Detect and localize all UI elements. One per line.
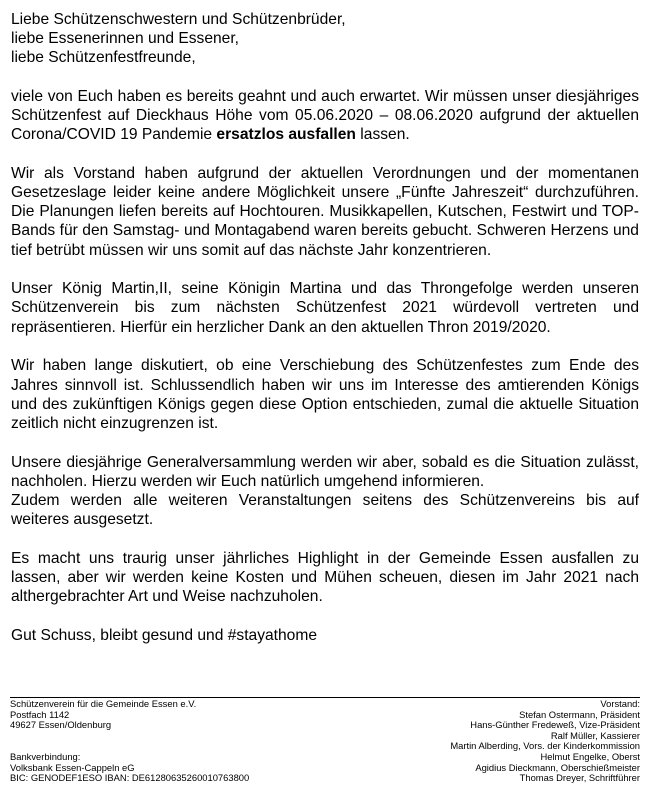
closing-line: Gut Schuss, bleibt gesund und #stayathome: [11, 627, 318, 645]
paragraph-highlight: Es macht uns traurig unser jährliches Highlight in der Gemeinde Essen ausfallen zu lassen, aber wir werden keine Kosten und Mühen scheuen, diesen im Jahr 2021 nach althergebrachter Art und Weise nachzuholen.: [11, 549, 639, 606]
footer-board-line: Stefan Ostermann, Präsident: [519, 708, 640, 720]
footer-board-line: Agidius Dieckmann, Oberschießmeister: [475, 761, 640, 773]
salutation-line: liebe Essenerinnen und Essener,: [11, 30, 239, 48]
emphasis-text: ersatzlos ausfallen: [216, 126, 356, 144]
paragraph-text: viele von Euch haben es bereits geahnt und auch erwartet. Wir müssen unser diesjähriges Schützenfest auf Dieckhaus Höhe vom 05.06.2020 – 08.06.2020 aufgrund der aktuellen Corona/COVID 19 Pandemie: [11, 87, 639, 144]
footer-board-line: Vorstand:: [600, 698, 640, 709]
paragraph-text: Unsere diesjährige Generalversammlung werden wir aber, sobald es die Situation zulässt, nachholen. Hierzu werden wir Euch natürlich umgehend informieren.: [11, 453, 639, 490]
footer-address-line: 49627 Essen/Oldenburg: [10, 719, 112, 731]
footer-address-line: Postfach 1142: [10, 708, 70, 720]
salutation-line: Liebe Schützenschwestern und Schützenbrüder,: [11, 11, 346, 28]
footer-board-line: Thomas Dreyer, Schriftführer: [519, 772, 640, 784]
footer-bank-line: Bankverbindung:: [10, 750, 81, 762]
paragraph-postponement: Wir haben lange diskutiert, ob eine Verschiebung des Schützenfestes zum Ende des Jahres sinnvoll ist. Schlussendlich haben wir uns im Interesse des amtierenden Königs und des zukünftigen Königs gegen diese Option entschieden, zumal die aktuelle Situation zeitlich nicht einzugrenzen ist.: [11, 357, 639, 432]
footer-board: [310, 699, 640, 784]
paragraph-board-statement: Wir als Vorstand haben aufgrund der aktuellen Verordnungen und der momentanen Gesetzeslage leider keine andere Möglichkeit unsere „Fünfte Jahreszeit“ durchzuführen. Die Planungen liefen bereits auf Hochtouren. Musikkapellen, Kutschen, Festwirt und TOP-Bands für den Samstag- und Montagabend waren bereits gebucht. Schweren Herzens und tief betrübt müssen wir uns somit auf das nächste Jahr konzentrieren.: [11, 164, 639, 259]
paragraph-general-assembly: [11, 453, 639, 530]
footer-board-line: Ralf Müller, Kassierer: [550, 729, 640, 741]
letter-body: [11, 10, 639, 665]
footer-board-line: Helmut Engelke, Oberst: [540, 750, 640, 762]
paragraph-king: Unser König Martin,II, seine Königin Martina und das Throngefolge werden unseren Schützenverein bis zum nächsten Schützenfest 2021 würdevoll vertreten und repräsentieren. Hierfür ein herzlicher Dank an den aktuellen Thron 2019/2020.: [11, 280, 639, 336]
salutation-line: liebe Schützenfestfreunde,: [11, 49, 196, 67]
salutation: [11, 10, 639, 68]
footer-board-line: Hans-Günther Fredeweß, Vize-Präsident: [470, 719, 640, 731]
paragraph-cancellation: [11, 87, 639, 145]
paragraph-text: lassen.: [355, 126, 410, 144]
footer-board-line: Martin Alberding, Vors. der Kinderkommission: [450, 740, 640, 752]
footer-bank-line: BIC: GENODEF1ESO IBAN: DE61280635260010763800: [10, 772, 250, 784]
footer-left: [10, 699, 330, 784]
footer-address-line: Schützenverein für die Gemeinde Essen e.V.: [10, 698, 197, 709]
footer-bank-line: Volksbank Essen-Cappeln eG: [10, 761, 135, 773]
paragraph-text: Zudem werden alle weiteren Veranstaltungen seitens des Schützenvereins bis auf weiteres ausgesetzt.: [11, 492, 639, 529]
